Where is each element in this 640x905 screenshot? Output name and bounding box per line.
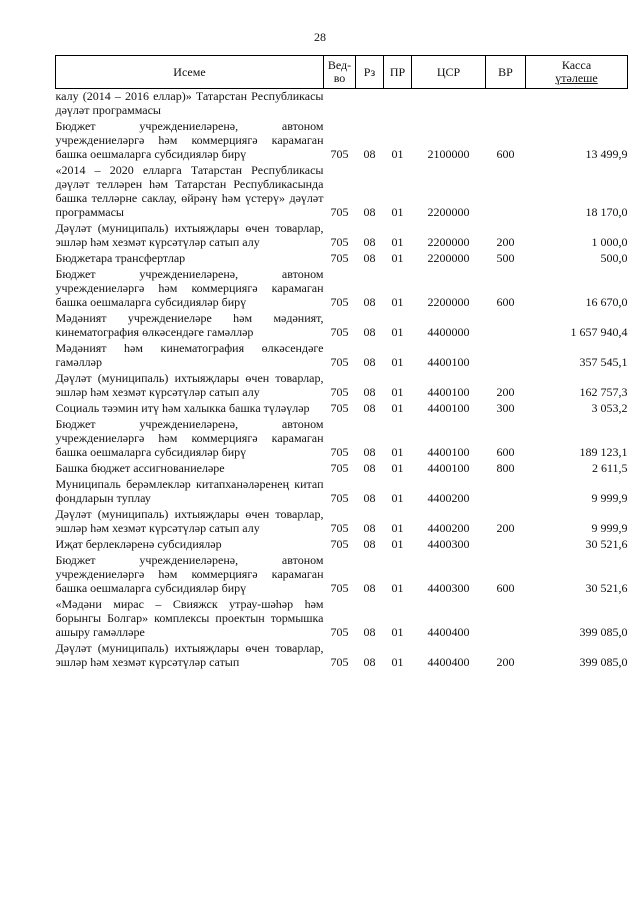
row-pr: 01	[391, 655, 404, 669]
row-amount: 1 000,0	[591, 235, 628, 249]
table-row	[56, 267, 628, 309]
row-csr: 4400400	[427, 655, 470, 669]
row-vr	[486, 477, 526, 505]
row-rz: 08	[363, 295, 376, 309]
row-pr	[384, 89, 412, 118]
row-name: Дәүләт (муниципаль) ихтыяҗлары өчен товарлар, эшләр һәм хезмәт күрсәтүләр сатып алу	[55, 221, 324, 249]
row-amount: 399 085,0	[579, 625, 628, 639]
row-vr	[486, 311, 526, 339]
row-rz: 08	[363, 251, 376, 265]
row-rz: 08	[363, 401, 376, 415]
row-vr: 600	[496, 295, 515, 309]
row-pr: 01	[391, 205, 404, 219]
row-pr: 01	[391, 295, 404, 309]
row-pr: 01	[391, 537, 404, 551]
row-name: Бюджет учреждениеләренә, автоном учреждениеләргә һәм коммерциягә карамаган башка оешмаларга субсидияләр бирү	[55, 553, 324, 595]
table-header-row	[56, 56, 628, 89]
header-name: Исеме	[56, 56, 324, 89]
row-csr: 4400100	[427, 385, 470, 399]
table-row	[56, 477, 628, 505]
header-kassa: Касса үтәлеше	[526, 56, 628, 89]
row-rz: 08	[363, 655, 376, 669]
row-name: Бюджет учреждениеләренә, автоном учреждениеләргә һәм коммерциягә карамаган башка оешмаларга субсидияләр бирү	[55, 119, 324, 161]
page-number: 28	[314, 30, 326, 44]
row-csr: 4400100	[427, 445, 470, 459]
row-csr: 4400100	[427, 461, 470, 475]
row-amount: 16 670,0	[585, 295, 628, 309]
row-name: Мәдәният учреждениеләре һәм мәдәният, кинематография өлкәсендәге гамәлләр	[55, 311, 324, 339]
row-pr: 01	[391, 445, 404, 459]
row-pr: 01	[391, 625, 404, 639]
table-row	[56, 401, 628, 415]
row-amount: 3 053,2	[591, 401, 628, 415]
row-name: Дәүләт (муниципаль) ихтыяҗлары өчен товарлар, эшләр һәм хезмәт күрсәтүләр сатып	[55, 641, 324, 669]
row-csr: 4400400	[427, 625, 470, 639]
row-ved: 705	[330, 325, 349, 339]
row-pr: 01	[391, 401, 404, 415]
row-amount: 500,0	[600, 251, 628, 265]
row-pr: 01	[391, 385, 404, 399]
row-ved: 705	[330, 625, 349, 639]
row-csr: 4400200	[427, 521, 470, 535]
row-pr: 01	[391, 235, 404, 249]
row-csr: 2200000	[427, 251, 470, 265]
row-csr: 4400300	[427, 581, 470, 595]
row-pr: 01	[391, 521, 404, 535]
row-vr	[486, 597, 526, 639]
row-rz: 08	[363, 521, 376, 535]
row-amount: 13 499,9	[585, 147, 628, 161]
row-vr: 300	[496, 401, 515, 415]
row-vr	[486, 89, 526, 118]
row-ved: 705	[330, 537, 349, 551]
row-vr: 200	[496, 385, 515, 399]
table-row	[56, 221, 628, 249]
row-name: «2014 – 2020 елларга Татарстан Республикасы дәүләт телләрен һәм Татарстан Республикасында башка телләрне саклау, өйрәнү һәм үстерү» дәүләт программасы	[55, 163, 324, 219]
header-ved: Вед- во	[324, 56, 356, 89]
row-vr	[486, 537, 526, 551]
row-name: Мәдәният һәм кинематография өлкәсендәге гамәлләр	[55, 341, 324, 369]
row-pr: 01	[391, 491, 404, 505]
row-amount: 162 757,3	[579, 385, 628, 399]
row-pr: 01	[391, 581, 404, 595]
row-csr	[412, 89, 486, 118]
table-row	[56, 163, 628, 219]
table-row	[56, 537, 628, 551]
row-name: Муниципаль берәмлекләр китапханәләренең китап фондларын туплау	[55, 477, 324, 505]
row-amount: 2 611,5	[591, 461, 628, 475]
row-csr: 4400000	[427, 325, 470, 339]
row-ved: 705	[330, 385, 349, 399]
row-rz: 08	[363, 445, 376, 459]
row-csr: 4400300	[427, 537, 470, 551]
row-ved: 705	[330, 147, 349, 161]
row-pr: 01	[391, 461, 404, 475]
row-name: калу (2014 – 2016 еллар)» Татарстан Республикасы дәүләт программасы	[55, 89, 324, 117]
row-rz: 08	[363, 461, 376, 475]
row-ved: 705	[330, 295, 349, 309]
row-amount	[526, 89, 628, 118]
row-ved: 705	[330, 205, 349, 219]
row-pr: 01	[391, 251, 404, 265]
row-ved: 705	[330, 445, 349, 459]
row-ved: 705	[330, 235, 349, 249]
row-rz: 08	[363, 355, 376, 369]
row-csr: 2200000	[427, 295, 470, 309]
row-vr	[486, 163, 526, 219]
row-rz	[356, 89, 384, 118]
header-csr: ЦСР	[412, 56, 486, 89]
row-name: Бюджет учреждениеләренә, автоном учреждениеләргә һәм коммерциягә карамаган башка оешмаларга субсидияләр бирү	[55, 417, 324, 459]
table-row	[56, 417, 628, 459]
row-amount: 399 085,0	[579, 655, 628, 669]
row-name: Башка бюджет ассигнованиеләре	[55, 461, 225, 475]
row-csr: 2200000	[427, 235, 470, 249]
row-pr: 01	[391, 325, 404, 339]
row-ved: 705	[330, 355, 349, 369]
budget-table	[55, 55, 628, 669]
row-vr: 200	[496, 235, 515, 249]
row-amount: 18 170,0	[585, 205, 628, 219]
row-rz: 08	[363, 205, 376, 219]
row-vr: 600	[496, 581, 515, 595]
row-name: «Мәдәни мирас – Свияжск утрау-шәһәр һәм борынгы Болгар» комплексы проектын тормышка ашыру гамәлләре	[55, 597, 324, 639]
row-amount: 9 999,9	[591, 521, 628, 535]
row-name: Бюджет учреждениеләренә, автоном учреждениеләргә һәм коммерциягә карамаган башка оешмаларга субсидияләр бирү	[55, 267, 324, 309]
header-vr: ВР	[486, 56, 526, 89]
row-name: Бюджетара трансфертлар	[55, 251, 186, 265]
row-csr: 2200000	[427, 205, 470, 219]
row-ved: 705	[330, 251, 349, 265]
table-row	[56, 89, 628, 118]
row-vr: 600	[496, 445, 515, 459]
row-pr: 01	[391, 147, 404, 161]
row-rz: 08	[363, 537, 376, 551]
row-ved: 705	[330, 461, 349, 475]
row-name: Иҗат берлекләренә субсидияләр	[55, 537, 222, 551]
row-vr	[486, 341, 526, 369]
table-row	[56, 461, 628, 475]
row-ved: 705	[330, 491, 349, 505]
row-ved	[324, 89, 356, 118]
table-row	[56, 371, 628, 399]
table-row	[56, 311, 628, 339]
row-vr: 500	[496, 251, 515, 265]
table-row	[56, 641, 628, 669]
row-vr: 200	[496, 521, 515, 535]
row-rz: 08	[363, 235, 376, 249]
row-vr: 600	[496, 147, 515, 161]
row-ved: 705	[330, 401, 349, 415]
row-ved: 705	[330, 581, 349, 595]
row-rz: 08	[363, 491, 376, 505]
table-row	[56, 341, 628, 369]
row-rz: 08	[363, 625, 376, 639]
header-pr: ПР	[384, 56, 412, 89]
row-csr: 2100000	[427, 147, 470, 161]
table-row	[56, 507, 628, 535]
row-csr: 4400200	[427, 491, 470, 505]
row-rz: 08	[363, 581, 376, 595]
row-csr: 4400100	[427, 355, 470, 369]
table-row	[56, 251, 628, 265]
row-amount: 1 657 940,4	[570, 325, 628, 339]
table-row	[56, 119, 628, 161]
row-vr: 200	[496, 655, 515, 669]
row-amount: 30 521,6	[585, 537, 628, 551]
row-pr: 01	[391, 355, 404, 369]
header-rz: Рз	[356, 56, 384, 89]
row-amount: 30 521,6	[585, 581, 628, 595]
row-name: Дәүләт (муниципаль) ихтыяҗлары өчен товарлар, эшләр һәм хезмәт күрсәтүләр сатып алу	[55, 507, 324, 535]
row-ved: 705	[330, 521, 349, 535]
row-name: Социаль тәэмин итү һәм халыкка башка түләүләр	[55, 401, 310, 415]
table-row	[56, 597, 628, 639]
table-row	[56, 553, 628, 595]
row-amount: 9 999,9	[591, 491, 628, 505]
row-name: Дәүләт (муниципаль) ихтыяҗлары өчен товарлар, эшләр һәм хезмәт күрсәтүләр сатып алу	[55, 371, 324, 399]
row-rz: 08	[363, 385, 376, 399]
row-rz: 08	[363, 325, 376, 339]
row-amount: 357 545,1	[579, 355, 628, 369]
row-rz: 08	[363, 147, 376, 161]
row-vr: 800	[496, 461, 515, 475]
row-csr: 4400100	[427, 401, 470, 415]
row-ved: 705	[330, 655, 349, 669]
row-amount: 189 123,1	[579, 445, 628, 459]
